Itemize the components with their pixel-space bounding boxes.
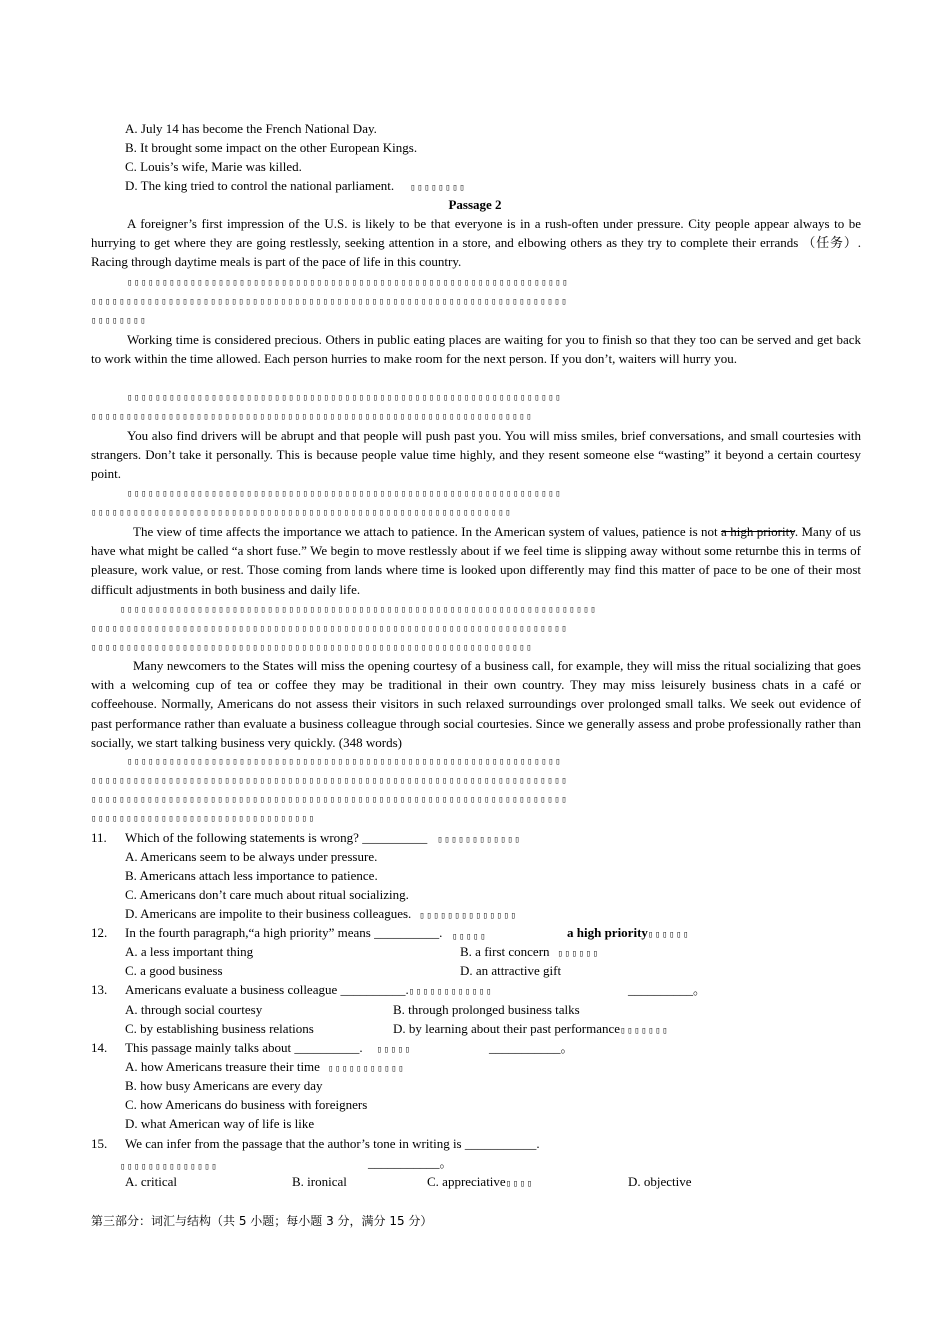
question-12-key-phrase: a high priority▯▯▯▯▯▯ bbox=[567, 925, 691, 940]
garbled-text: ▯▯▯▯▯▯▯▯▯▯▯▯▯▯▯▯▯▯▯▯▯▯▯▯▯▯▯▯▯▯▯▯▯▯▯▯▯▯▯▯▯▯▯▯▯▯▯▯▯▯▯▯▯▯▯▯▯▯▯▯▯▯ bbox=[127, 757, 563, 767]
garbled-text: ▯▯▯▯▯▯▯▯▯▯▯▯▯▯▯▯▯▯▯▯▯▯▯▯▯▯▯▯▯▯▯▯ bbox=[91, 814, 316, 824]
question-13-option-d: D. by learning about their past performance▯▯▯▯▯▯▯ bbox=[393, 1021, 670, 1036]
question-13-blank: __________。 bbox=[628, 982, 707, 997]
question-11-number: 11. bbox=[91, 830, 107, 845]
question-15-stem: We can infer from the passage that the author’s tone in writing is ___________. bbox=[125, 1136, 540, 1151]
garbled-text: ▯▯▯▯▯▯▯▯▯▯▯▯▯▯▯▯▯▯▯▯▯▯▯▯▯▯▯▯▯▯▯▯▯▯▯▯▯▯▯▯▯▯▯▯▯▯▯▯▯▯▯▯▯▯▯▯▯▯▯▯▯▯▯▯▯▯▯▯ bbox=[91, 776, 569, 786]
question-13-option-a: A. through social courtesy bbox=[125, 1002, 263, 1017]
question-14-option-c: C. how Americans do business with foreigners bbox=[125, 1097, 368, 1112]
question-14-option-a: A. how Americans treasure their time ▯▯▯▯▯▯▯▯▯▯▯ bbox=[125, 1059, 406, 1074]
question-13-stem: Americans evaluate a business colleague __________.▯▯▯▯▯▯▯▯▯▯▯▯ bbox=[125, 982, 493, 997]
garbled-text: ▯▯▯▯▯▯▯▯▯▯▯▯▯▯▯▯▯▯▯▯▯▯▯▯▯▯▯▯▯▯▯▯▯▯▯▯▯▯▯▯▯▯▯▯▯▯▯▯▯▯▯▯▯▯▯▯▯▯▯▯ bbox=[91, 508, 513, 518]
question-15-option-b: B. ironical bbox=[292, 1174, 347, 1189]
passage-title: Passage 2 bbox=[448, 197, 502, 212]
question-12-number: 12. bbox=[91, 925, 108, 940]
garbled-text: ▯▯▯▯▯ bbox=[376, 1045, 412, 1055]
passage-paragraph-5: Many newcomers to the States will miss the opening courtesy of a business call, for example, they will miss the ritual socializing that goes with a welcoming cup of tea or coffee they may be traditional in their own country. They may miss leisurely business chats in a café or coffeehouse. Normally, Americans do not assess their visitors in such relaxed surroundings over prolonged small talks. We seek out evidence of past performance rather than evaluate a business colleague through social courtesies. Since we generally assess and probe professionally rather than socially, we start talking business very quickly. (348 words) bbox=[91, 658, 861, 750]
passage-paragraph-3: You also find drivers will be abrupt and that people will push past you. You will miss smiles, brief conversations, and small courtesies with strangers. Don’t take it personally. This is because people value time highly, and they resent someone else “wasting” it beyond a certain courtesy point. bbox=[91, 428, 861, 482]
passage-paragraph-2: Working time is considered precious. Others in public eating places are waiting for you to finish so that they too can be served and get back to work within the time allowed. Each person hurries to make room for the next person. If you don’t, waiters will hurry you. bbox=[91, 332, 861, 367]
q10-option-a: A. July 14 has become the French National Day. bbox=[125, 121, 377, 136]
question-13-number: 13. bbox=[91, 982, 108, 997]
question-14-stem: This passage mainly talks about __________. ▯▯▯▯▯ bbox=[125, 1040, 412, 1055]
question-11-stem: Which of the following statements is wrong? __________ ▯▯▯▯▯▯▯▯▯▯▯▯ bbox=[125, 830, 522, 845]
struck-phrase: a high priority bbox=[721, 524, 795, 539]
question-13-option-b: B. through prolonged business talks bbox=[393, 1002, 580, 1017]
garbled-text: ▯▯▯▯▯▯ bbox=[557, 949, 600, 959]
question-11-option-c: C. Americans don’t care much about ritual socializing. bbox=[125, 887, 409, 902]
q10-option-b: B. It brought some impact on the other European Kings. bbox=[125, 140, 418, 155]
question-14-blank: ___________。 bbox=[489, 1040, 574, 1055]
garbled-text: ▯▯▯▯▯▯▯▯▯▯▯ bbox=[327, 1064, 406, 1074]
garbled-text: ▯▯▯▯ bbox=[505, 1179, 534, 1189]
garbled-text: ▯▯▯▯▯▯ bbox=[647, 930, 691, 940]
garbled-text: ▯▯▯▯▯▯▯▯▯▯▯▯▯▯▯▯▯▯▯▯▯▯▯▯▯▯▯▯▯▯▯▯▯▯▯▯▯▯▯▯▯▯▯▯▯▯▯▯▯▯▯▯▯▯▯▯▯▯▯▯▯▯▯▯▯▯▯▯ bbox=[91, 624, 569, 634]
question-13-option-c: C. by establishing business relations bbox=[125, 1021, 314, 1036]
question-11-option-d: D. Americans are impolite to their business colleagues. ▯▯▯▯▯▯▯▯▯▯▯▯▯▯ bbox=[125, 906, 518, 921]
question-12-stem: In the fourth paragraph,“a high priority” means __________. bbox=[125, 925, 443, 940]
question-15-blank: ___________。 bbox=[368, 1155, 453, 1170]
question-15-option-a: A. critical bbox=[125, 1174, 177, 1189]
section-3-heading: 第三部分：词汇与结构（共 5 小题；每小题 3 分，满分 15 分） bbox=[91, 1214, 433, 1228]
question-12-option-a: A. a less important thing bbox=[125, 944, 254, 959]
passage-paragraph-4: The view of time affects the importance we attach to patience. In the American system of values, patience is not a high priority. Many of us have what might be called “a short fuse.” We begin to move restlessly about if we feel time is slipping away without some returnbe this in terms of pleasure, work value, or rest. Those coming from lands where time is looked upon differently may find this matter of pace to be one of their most difficult adjustments in both business and daily life. bbox=[91, 524, 861, 597]
q10-option-d: D. The king tried to control the national parliament. ▯▯▯▯▯▯▯▯ bbox=[125, 178, 467, 193]
question-11-option-b: B. Americans attach less importance to patience. bbox=[125, 868, 378, 883]
garbled-text: ▯▯▯▯▯▯▯▯▯▯▯▯▯▯▯▯▯▯▯▯▯▯▯▯▯▯▯▯▯▯▯▯▯▯▯▯▯▯▯▯▯▯▯▯▯▯▯▯▯▯▯▯▯▯▯▯▯▯▯▯▯▯▯▯▯▯▯▯ bbox=[120, 605, 598, 615]
garbled-text: ▯▯▯▯▯▯▯▯▯▯▯▯▯▯▯▯▯▯▯▯▯▯▯▯▯▯▯▯▯▯▯▯▯▯▯▯▯▯▯▯▯▯▯▯▯▯▯▯▯▯▯▯▯▯▯▯▯▯▯▯▯▯▯ bbox=[91, 643, 534, 653]
garbled-text: ▯▯▯▯▯▯▯▯▯▯▯▯ bbox=[408, 987, 493, 997]
question-12-option-c: C. a good business bbox=[125, 963, 223, 978]
question-15-option-d: D. objective bbox=[628, 1174, 692, 1189]
garbled-text: ▯▯▯▯▯▯▯▯ bbox=[410, 183, 467, 193]
question-15-option-c: C. appreciative▯▯▯▯ bbox=[427, 1174, 534, 1189]
question-15-number: 15. bbox=[91, 1136, 108, 1151]
garbled-text: ▯▯▯▯▯▯▯▯ bbox=[91, 316, 148, 326]
passage-paragraph-1: A foreigner’s first impression of the U.S. is likely to be that everyone is in a rush-often under pressure. City people appear always to be hurrying to get where they are going restlessly, seeking attention in a store, and elbowing others as they try to complete their errands （任务）. Racing through daytime meals is part of the pace of life in this country. bbox=[91, 216, 861, 270]
garbled-text: ▯▯▯▯▯▯▯ bbox=[620, 1026, 670, 1036]
question-12-option-d: D. an attractive gift bbox=[460, 963, 562, 978]
garbled-text: ▯▯▯▯▯▯▯▯▯▯▯▯▯▯▯▯▯▯▯▯▯▯▯▯▯▯▯▯▯▯▯▯▯▯▯▯▯▯▯▯▯▯▯▯▯▯▯▯▯▯▯▯▯▯▯▯▯▯▯▯▯▯▯▯▯▯▯▯ bbox=[91, 795, 569, 805]
question-14-option-d: D. what American way of life is like bbox=[125, 1116, 315, 1131]
question-12-option-b: B. a first concern ▯▯▯▯▯▯ bbox=[460, 944, 600, 959]
garbled-text: ▯▯▯▯▯▯▯▯▯▯▯▯ bbox=[437, 835, 522, 845]
question-11-option-a: A. Americans seem to be always under pressure. bbox=[125, 849, 378, 864]
garbled-text: ▯▯▯▯▯▯▯▯▯▯▯▯▯▯ bbox=[419, 911, 518, 921]
question-14-number: 14. bbox=[91, 1040, 108, 1055]
garbled-text: ▯▯▯▯▯▯▯▯▯▯▯▯▯▯▯▯▯▯▯▯▯▯▯▯▯▯▯▯▯▯▯▯▯▯▯▯▯▯▯▯▯▯▯▯▯▯▯▯▯▯▯▯▯▯▯▯▯▯▯▯▯▯▯▯▯▯▯▯ bbox=[91, 297, 569, 307]
garbled-text: ▯▯▯▯▯ bbox=[452, 932, 488, 942]
question-14-option-b: B. how busy Americans are every day bbox=[125, 1078, 323, 1093]
garbled-text: ▯▯▯▯▯▯▯▯▯▯▯▯▯▯▯▯▯▯▯▯▯▯▯▯▯▯▯▯▯▯▯▯▯▯▯▯▯▯▯▯▯▯▯▯▯▯▯▯▯▯▯▯▯▯▯▯▯▯▯▯▯▯ bbox=[127, 489, 563, 499]
garbled-text: ▯▯▯▯▯▯▯▯▯▯▯▯▯▯▯▯▯▯▯▯▯▯▯▯▯▯▯▯▯▯▯▯▯▯▯▯▯▯▯▯▯▯▯▯▯▯▯▯▯▯▯▯▯▯▯▯▯▯▯▯▯▯▯ bbox=[91, 412, 534, 422]
garbled-text: ▯▯▯▯▯▯▯▯▯▯▯▯▯▯▯▯▯▯▯▯▯▯▯▯▯▯▯▯▯▯▯▯▯▯▯▯▯▯▯▯▯▯▯▯▯▯▯▯▯▯▯▯▯▯▯▯▯▯▯▯▯▯▯ bbox=[127, 278, 570, 288]
garbled-text: ▯▯▯▯▯▯▯▯▯▯▯▯▯▯▯▯▯▯▯▯▯▯▯▯▯▯▯▯▯▯▯▯▯▯▯▯▯▯▯▯▯▯▯▯▯▯▯▯▯▯▯▯▯▯▯▯▯▯▯▯▯▯ bbox=[127, 393, 563, 403]
q10-option-c: C. Louis’s wife, Marie was killed. bbox=[125, 159, 302, 174]
garbled-text: ▯▯▯▯▯▯▯▯▯▯▯▯▯▯ bbox=[120, 1162, 219, 1172]
